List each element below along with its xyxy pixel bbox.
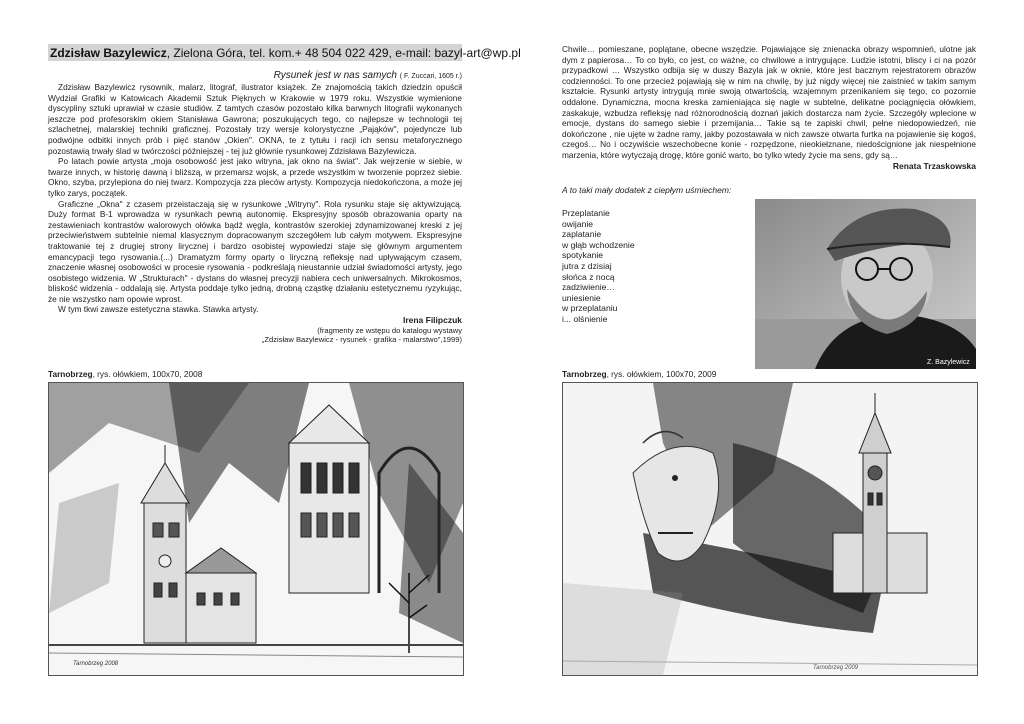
right-artwork-details: , rys. ołówkiem, 100x70, 2009 xyxy=(606,369,717,379)
left-paragraph-3: Graficzne „Okna" z czasem przeistaczają się w rysunkowe „Witryny". Rola rysunku staje się aktywizującą. Duży format B-1 wprowadza w rysunkach pewną autonomię. Ekspresyjny sposób obrazowania oparty na zestawieniach kontrastów walorowych ołówka bądź węgla, kontrastów szerokiej zdynamizowanej kreski z jej przeciwieństwem subtelnie niemal klasycznym dopracowanym szczegółem lub całym motywem. Ekspresyjne traktowanie tej z drugiej strony lirycznej i bardzo osobistej wypowiedzi staje się głównym argumentem emancypacji tego rysowania.(...) Dramatyzm formy oparty o liryczną refleksję nad upływającym czasem, znaczenie własnej osobowości w procesie rysowania - podkreślają nieustannie udział świadomości artysty, jego osobistego widzenia. W „Strukturach" - dystans do własnej precyzji nabiera cech uniwersalnych. Mikrokosmos, bliskość widzenia - oddalają się. Artysta poddaje tylko jedną, drobną cząstkę działaniu estetycznemu ryzykując, że nie wszystko nam opowie wprost. xyxy=(48,198,462,304)
left-artwork-title: Tarnobrzeg xyxy=(48,369,93,379)
right-article xyxy=(562,44,976,171)
catalog-note-1: (fragmenty ze wstępu do katalogu wystawy xyxy=(317,325,462,335)
poem-line: owijanie xyxy=(562,218,594,229)
poem xyxy=(562,208,635,325)
left-artwork xyxy=(48,382,464,676)
catalog-note-2: „Zdzisław Bazylewicz - rysunek - grafika - malarstwo",1999) xyxy=(261,335,462,345)
portrait-credit: Z. Bazylewicz xyxy=(927,359,970,366)
poem-line: w przeplataniu xyxy=(562,303,618,314)
epigraph xyxy=(48,69,462,83)
header-contact xyxy=(50,45,521,61)
poem-line: zadziwienie… xyxy=(562,282,616,293)
left-artwork-details: , rys. ołówkiem, 100x70, 2008 xyxy=(92,369,203,379)
left-drawing-signature: Tarnobrzeg 2008 xyxy=(73,661,119,667)
right-drawing-signature: Tarnobrzeg 2009 xyxy=(813,665,859,671)
right-artwork-caption xyxy=(562,369,716,379)
addendum-line: A to taki mały dodatek z ciepłym uśmiechem: xyxy=(562,185,732,195)
left-author: Irena Filipczuk xyxy=(402,315,462,326)
right-artwork xyxy=(562,382,978,676)
portrait-photo xyxy=(755,199,976,369)
poem-line: jutra z dzisiaj xyxy=(562,260,612,271)
poem-line: i... olśnienie xyxy=(562,313,608,324)
poem-line: zaplatanie xyxy=(562,229,602,240)
left-artwork-caption xyxy=(48,369,202,379)
epigraph-source: ( F. Zuccari, 1605 r.) xyxy=(399,73,462,80)
left-paragraph-4: W tym tkwi zawsze estetyczna stawka. Stawka artysty. xyxy=(58,304,259,315)
poem-line: Przeplatanie xyxy=(562,208,610,218)
left-article xyxy=(48,82,462,345)
left-paragraph-2: Po latach powie artysta „moja osobowość jest jako witryna, jak okno na świat". Jak wejrzenie w siebie, w twarze innych, w historię dawną i bliższą, w przemarsz wojsk, a przede wszystkim w tworzenie poprzez siebie. Okno, szyba, przylepiona do niej twarz. Kompozycja zza pleców artysty. Kompozycja niedokończona, a może jej tylko zarys, początek. xyxy=(48,156,462,198)
right-paragraph: Chwile… pomieszane, poplątane, obecne wszędzie. Pojawiające się znienacka obrazy wspomnień, ulotne jak dym z papierosa… To co było, co jest, co ważne, co chwilowe a intrygujące. Ludzie istotni, bliscy i ci na pozór przypadkowi … Wszystko odbija się w duszy Bazyla jak w oknie, które jest bacznym rejestratorem obrazów codzienności. To one przecież pojawiają się w nim na chwilę, by już nigdy więcej nie zaistnieć w takim samym kształcie. Rysunki artysty intrygują mnie swoją otwartością, wzajemnym przenikaniem się tego, co pozornie oddalone. Dynamiczna, mocna kreska zamieniająca się nagle w subtelne, delikatne pociągnięcia ołówkiem, zaskakuje, wzbudza refleksję nad różnorodnością doznań jakich dostarcza nam życie. Szczegóły wplecione w emocje, dystans do samego siebie i przemijania… Takie są te zapiski chwil, pełne niedopowiedzeń, nie dokończone , nie ujęte w żadne ramy, jakby pozostawała w nich zawsze otwarta furtka na pojawienie się kogoś, czegoś… No i oczywiście wszechobecne konie - rozpędzone, nieokiełznane, niedoścignione jak niespełnione marzenia, które wytyczają drogę, które gonić warto, bo tylko wtedy życie ma sens, gdy są… xyxy=(562,44,976,160)
right-author: Renata Trzaskowska xyxy=(892,160,976,171)
contact-info: , Zielona Góra, tel. kom.+ 48 504 022 429, e-mail: bazyl-art@wp.pl xyxy=(166,46,521,60)
left-paragraph-1: Zdzisław Bazylewicz rysownik, malarz, litograf, ilustrator książek. Ze znajomością takich dziedzin opuścił Wydział Grafiki w Katowicach Akademii Sztuk Pięknych w Krakowie w 1979 roku. Wszystkie wymienione dyscypliny sztuki uprawiał w czasie studiów. Z tamtych czasów pozostało kilka barwnych litografii wykonanych jeszcze pod profesorskim okiem Stanisława Gawrona; poszukujących tego, co najlepsze w technologii tej szlachetnej, malarskiej techniki graficznej. Pozostały trzy wersje kolorystyczne „Pająków", pojedyncze lub podwójne odbitki innych prób i pięć stanów „Okien". OKNA, te z tytułu i racji ich sensu metaforycznego pozostawią trwały ślad w twórczości późniejszej - tej już głównie rysunkowej Zdzisława Bazylewicza. xyxy=(48,82,462,156)
epigraph-text: Rysunek jest w nas samych xyxy=(273,70,397,81)
right-artwork-title: Tarnobrzeg xyxy=(562,369,607,379)
left-drawing xyxy=(49,383,463,675)
poem-line: w głąb wchodzenie xyxy=(562,239,635,250)
artist-portrait xyxy=(755,199,976,369)
right-drawing xyxy=(563,383,977,675)
poem-line: spotykanie xyxy=(562,250,604,261)
poem-line: słońca z nocą xyxy=(562,271,615,282)
poem-line: uniesienie xyxy=(562,292,601,303)
artist-name: Zdzisław Bazylewicz xyxy=(50,46,167,60)
